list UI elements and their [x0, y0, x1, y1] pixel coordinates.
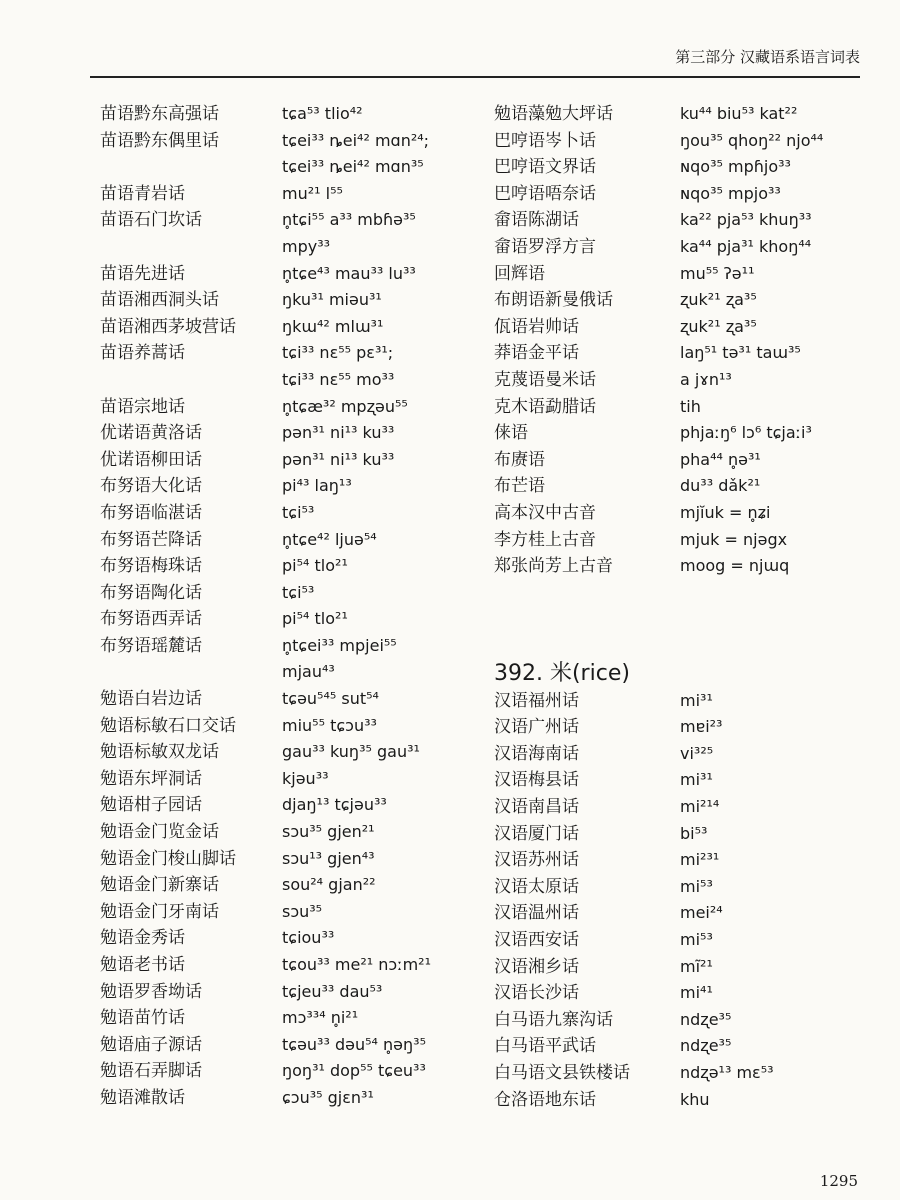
language-name: 布努语瑶麓话	[100, 635, 202, 656]
entry-row	[100, 925, 480, 952]
language-name: 李方桂上古音	[494, 529, 596, 550]
entry-row	[494, 394, 874, 421]
phonetic-form: tɕi⁵³	[282, 582, 315, 602]
phonetic-form: phjaːŋ⁶ lɔ⁶ tɕjaːi³	[680, 423, 812, 443]
entry-row	[494, 128, 874, 155]
language-name: 勉语金门览金话	[100, 822, 219, 843]
language-name: 勉语金门新寨话	[100, 875, 219, 896]
language-name: 勉语金秀话	[100, 928, 185, 949]
language-name: 汉语太原话	[494, 876, 579, 897]
phonetic-form: moog = njɯq	[680, 556, 790, 576]
entry-row	[100, 207, 480, 234]
right-column-bottom-entries	[494, 688, 874, 1114]
language-name: 苗语宗地话	[100, 396, 185, 417]
phonetic-form: sɔu³⁵	[282, 901, 323, 921]
entry-row	[100, 553, 480, 580]
entry-row	[494, 900, 874, 927]
language-name: 勉语柑子园话	[100, 795, 202, 816]
phonetic-form: tɕei³³ ȵei⁴² mɑn³⁵	[282, 157, 424, 177]
phonetic-form: djaŋ¹³ tɕjəu³³	[282, 795, 387, 815]
phonetic-form: ndʐə¹³ mɛ⁵³	[680, 1063, 774, 1082]
language-name: 巴哼语文界话	[494, 157, 596, 178]
phonetic-form: miu⁵⁵ tɕɔu³³	[282, 715, 377, 735]
language-name: 苗语湘西茅坡营话	[100, 316, 236, 337]
language-name: 布努语梅珠话	[100, 556, 202, 577]
entry-row	[100, 872, 480, 899]
entry-row	[494, 367, 874, 394]
entry-row	[494, 954, 874, 981]
entry-row	[100, 766, 480, 793]
language-name: 克蔑语曼米话	[494, 369, 596, 390]
entry-row	[100, 952, 480, 979]
entry-row	[494, 714, 874, 741]
entry-row	[494, 287, 874, 314]
entry-row	[100, 314, 480, 341]
entry-row	[100, 846, 480, 873]
entry-row	[494, 741, 874, 768]
language-name: 勉语老书话	[100, 955, 185, 975]
entry-row	[100, 527, 480, 554]
entry-row	[494, 181, 874, 208]
phonetic-form: n̥tɕei³³ mpjei⁵⁵	[282, 635, 397, 655]
entry-row	[494, 1007, 874, 1034]
phonetic-form: mpy³³	[282, 236, 331, 256]
entry-row	[494, 553, 874, 580]
language-name: 苗语黔东偶里话	[100, 130, 219, 151]
phonetic-form: pən³¹ ni¹³ ku³³	[282, 449, 395, 469]
phonetic-form: tɕi³³ nɛ⁵⁵ mo³³	[282, 369, 395, 389]
phonetic-form: mjau⁴³	[282, 662, 335, 682]
language-name: 勉语标敏石口交话	[100, 715, 236, 736]
phonetic-form: ʐuk²¹ ʐa³⁵	[680, 290, 757, 310]
language-name: 仓洛语地东话	[494, 1089, 596, 1110]
phonetic-form: mi²³¹	[680, 850, 720, 870]
phonetic-form: mei²⁴	[680, 903, 723, 923]
entry-row	[494, 207, 874, 234]
phonetic-form: n̥tɕæ³² mpʐəu⁵⁵	[282, 396, 408, 416]
phonetic-form: laŋ⁵¹ tə³¹ taɯ³⁵	[680, 343, 801, 363]
phonetic-form: mu⁵⁵ ʔə¹¹	[680, 263, 755, 283]
entry-row	[100, 234, 480, 261]
phonetic-form: mĩ²¹	[680, 956, 713, 976]
language-name: 勉语滩散话	[100, 1087, 185, 1108]
phonetic-form: tɕou³³ me²¹ nɔːm²¹	[282, 955, 431, 974]
language-name: 布努语陶化话	[100, 582, 202, 603]
language-name: 巴哼语岑卜话	[494, 130, 596, 151]
phonetic-form: ŋkɯ⁴² mlɯ³¹	[282, 316, 384, 336]
entry-row	[494, 1060, 874, 1087]
language-name: 汉语长沙话	[494, 983, 579, 1004]
right-column	[494, 101, 874, 1113]
running-header: 第三部分 汉藏语系语言词表	[675, 48, 860, 66]
phonetic-form: tɕi⁵³	[282, 502, 315, 522]
phonetic-form: mi⁴¹	[680, 983, 713, 1003]
entry-row	[494, 980, 874, 1007]
entry-row	[100, 819, 480, 846]
language-name: 勉语苗竹话	[100, 1008, 185, 1029]
phonetic-form: tih	[680, 396, 701, 416]
language-name: 布努语芒降话	[100, 529, 202, 550]
language-name: 莽语金平话	[494, 343, 579, 364]
entry-row	[100, 1085, 480, 1112]
language-name: 回辉语	[494, 263, 545, 284]
entry-row	[100, 261, 480, 288]
language-name: 勉语东坪洞话	[100, 768, 202, 789]
language-name: 汉语福州话	[494, 690, 579, 711]
phonetic-form: ŋku³¹ miəu³¹	[282, 290, 382, 310]
language-name: 汉语梅县话	[494, 770, 579, 791]
phonetic-form: bi⁵³	[680, 823, 708, 843]
language-name: 苗语养蒿话	[100, 343, 185, 364]
phonetic-form: mjĭuk = n̥ʑi	[680, 502, 771, 522]
language-name: 郑张尚芳上古音	[494, 556, 613, 577]
entry-row	[100, 633, 480, 660]
phonetic-form: ɕɔu³⁵ gjɛn³¹	[282, 1087, 374, 1107]
language-name: 布努语临湛话	[100, 502, 202, 523]
entry-row	[494, 794, 874, 821]
language-name: 佤语岩帅话	[494, 316, 579, 337]
phonetic-form: du³³ dǎk²¹	[680, 476, 761, 496]
language-name: 俫语	[494, 423, 528, 444]
header-rule	[90, 76, 860, 78]
phonetic-form: tɕei³³ ȵei⁴² mɑn²⁴;	[282, 130, 430, 150]
phonetic-form: n̥tɕe⁴² ljuə⁵⁴	[282, 529, 377, 549]
phonetic-form: pi⁵⁴ tlo²¹	[282, 556, 348, 576]
entry-row	[494, 420, 874, 447]
entry-row	[100, 447, 480, 474]
phonetic-form: tɕa⁵³ tlio⁴²	[282, 104, 363, 123]
phonetic-form: ka⁴⁴ pja³¹ khoŋ⁴⁴	[680, 236, 812, 256]
entry-row	[100, 1005, 480, 1032]
phonetic-form: ɴqo³⁵ mpɦjo³³	[680, 157, 791, 177]
phonetic-form: pi⁵⁴ tlo²¹	[282, 609, 348, 629]
phonetic-form: mɔ³³⁴ n̥i²¹	[282, 1008, 359, 1028]
language-name: 巴哼语唔奈话	[494, 183, 596, 204]
phonetic-form: ɴqo³⁵ mpjo³³	[680, 183, 781, 203]
language-name: 畲语罗浮方言	[494, 236, 596, 257]
entry-row	[494, 821, 874, 848]
language-name	[100, 367, 282, 394]
phonetic-form: mi³¹	[680, 770, 713, 790]
language-name	[100, 154, 282, 181]
language-name: 白马语平武话	[494, 1036, 596, 1057]
phonetic-form: ka²² pja⁵³ khuŋ³³	[680, 210, 812, 230]
language-name: 布朗语新曼俄话	[494, 290, 613, 311]
language-name: 汉语海南话	[494, 743, 579, 764]
entry-row	[494, 473, 874, 500]
language-name: 布努语西弄话	[100, 609, 202, 630]
phonetic-form: mi⁵³	[680, 876, 713, 896]
phonetic-form: sɔu¹³ gjen⁴³	[282, 848, 375, 868]
entry-row	[494, 527, 874, 554]
phonetic-form: gau³³ kuŋ³⁵ gau³¹	[282, 742, 420, 762]
language-name: 勉语藻勉大坪话	[494, 104, 613, 124]
language-name: 苗语先进话	[100, 263, 185, 284]
entry-row	[100, 1032, 480, 1059]
language-name: 优诺语柳田话	[100, 449, 202, 470]
entry-row	[100, 128, 480, 155]
entry-row	[100, 394, 480, 421]
language-name: 汉语广州话	[494, 717, 579, 738]
phonetic-form: sɔu³⁵ gjen²¹	[282, 822, 375, 842]
entry-row	[100, 154, 480, 181]
language-name: 苗语石门坎话	[100, 210, 202, 231]
language-name: 白马语文县铁楼话	[494, 1063, 630, 1083]
entry-row	[100, 340, 480, 367]
phonetic-form: ŋoŋ³¹ dop⁵⁵ tɕeu³³	[282, 1061, 426, 1081]
entry-row	[100, 101, 480, 128]
language-name: 勉语庙子源话	[100, 1034, 202, 1055]
entry-row	[100, 686, 480, 713]
phonetic-form: tɕiou³³	[282, 928, 335, 948]
language-name: 汉语西安话	[494, 930, 579, 951]
language-name: 勉语石弄脚话	[100, 1061, 202, 1082]
entry-row	[100, 792, 480, 819]
language-name: 高本汉中古音	[494, 502, 596, 523]
entry-row	[100, 606, 480, 633]
phonetic-form: sou²⁴ gjan²²	[282, 875, 376, 895]
phonetic-form: pən³¹ ni¹³ ku³³	[282, 423, 395, 443]
entry-row	[494, 1033, 874, 1060]
phonetic-form: n̥tɕi⁵⁵ a³³ mbɦə³⁵	[282, 210, 416, 230]
language-name: 苗语青岩话	[100, 183, 185, 204]
entry-row	[494, 314, 874, 341]
phonetic-form: tɕəu⁵⁴⁵ sut⁵⁴	[282, 689, 379, 709]
language-name	[100, 659, 282, 686]
language-name: 勉语标敏双龙话	[100, 742, 219, 763]
section-title: 392. 米(rice)	[494, 660, 630, 686]
page-number: 1295	[819, 1172, 858, 1190]
entry-row	[494, 1087, 874, 1114]
entry-row	[494, 154, 874, 181]
language-name: 畲语陈湖话	[494, 210, 579, 231]
phonetic-form: mjuk = njəgx	[680, 529, 788, 549]
language-name: 勉语罗香坳话	[100, 981, 202, 1002]
phonetic-form: khu	[680, 1089, 710, 1109]
phonetic-form: mɐi²³	[680, 717, 723, 737]
phonetic-form: ʐuk²¹ ʐa³⁵	[680, 316, 757, 336]
language-name: 勉语金门牙南话	[100, 901, 219, 922]
entry-row	[100, 420, 480, 447]
language-name: 汉语南昌话	[494, 797, 579, 818]
language-name: 苗语湘西洞头话	[100, 290, 219, 311]
language-name: 勉语白岩边话	[100, 689, 202, 710]
entry-row	[494, 234, 874, 261]
entry-row	[494, 847, 874, 874]
phonetic-form: pha⁴⁴ n̥ə³¹	[680, 449, 761, 469]
language-name: 汉语苏州话	[494, 850, 579, 871]
entry-row	[100, 287, 480, 314]
language-name: 汉语温州话	[494, 903, 579, 924]
entry-row	[494, 874, 874, 901]
entry-row	[100, 181, 480, 208]
phonetic-form: n̥tɕe⁴³ mau³³ lu³³	[282, 263, 416, 283]
phonetic-form: kjəu³³	[282, 768, 329, 788]
entry-row	[100, 473, 480, 500]
language-name: 苗语黔东高强话	[100, 104, 219, 124]
phonetic-form: tɕjeu³³ dau⁵³	[282, 981, 383, 1001]
left-column	[100, 101, 480, 1112]
language-name: 布努语大化话	[100, 476, 202, 497]
phonetic-form: tɕəu³³ dəu⁵⁴ n̥əŋ³⁵	[282, 1034, 426, 1054]
phonetic-form: ndʐe³⁵	[680, 1009, 732, 1029]
entry-row	[494, 340, 874, 367]
entry-row	[494, 447, 874, 474]
entry-row	[100, 580, 480, 607]
phonetic-form: mi²¹⁴	[680, 797, 720, 817]
language-name	[100, 234, 282, 261]
language-name: 汉语厦门话	[494, 823, 579, 844]
entry-row	[100, 659, 480, 686]
entry-row	[100, 899, 480, 926]
entry-row	[494, 500, 874, 527]
entry-row	[100, 739, 480, 766]
phonetic-form: mi⁵³	[680, 930, 713, 950]
right-column-top-entries	[494, 101, 874, 580]
entry-row	[100, 1058, 480, 1085]
phonetic-form: mi³¹	[680, 690, 713, 710]
entry-row	[100, 500, 480, 527]
entry-row	[100, 713, 480, 740]
language-name: 汉语湘乡话	[494, 956, 579, 977]
language-name: 克木语勐腊话	[494, 396, 596, 417]
phonetic-form: mu²¹ l⁵⁵	[282, 183, 343, 203]
phonetic-form: vi³²⁵	[680, 743, 714, 763]
phonetic-form: ŋou³⁵ qhoŋ²² njo⁴⁴	[680, 130, 824, 150]
entry-row	[100, 367, 480, 394]
entry-row	[100, 979, 480, 1006]
entry-row	[494, 927, 874, 954]
phonetic-form: a jɤn¹³	[680, 369, 732, 389]
phonetic-form: pi⁴³ laŋ¹³	[282, 476, 352, 496]
language-name: 勉语金门梭山脚话	[100, 848, 236, 869]
section-spacer	[494, 580, 874, 628]
entry-row	[494, 261, 874, 288]
language-name: 布赓语	[494, 449, 545, 470]
entry-row	[494, 101, 874, 128]
language-name: 布芒语	[494, 476, 545, 497]
entry-row	[494, 767, 874, 794]
language-name: 优诺语黄洛话	[100, 423, 202, 444]
phonetic-form: tɕi³³ nɛ⁵⁵ pɛ³¹;	[282, 343, 394, 363]
language-name: 白马语九寨沟话	[494, 1009, 613, 1030]
entry-row	[494, 688, 874, 715]
phonetic-form: ndʐe³⁵	[680, 1036, 732, 1056]
phonetic-form: ku⁴⁴ biu⁵³ kat²²	[680, 104, 798, 123]
